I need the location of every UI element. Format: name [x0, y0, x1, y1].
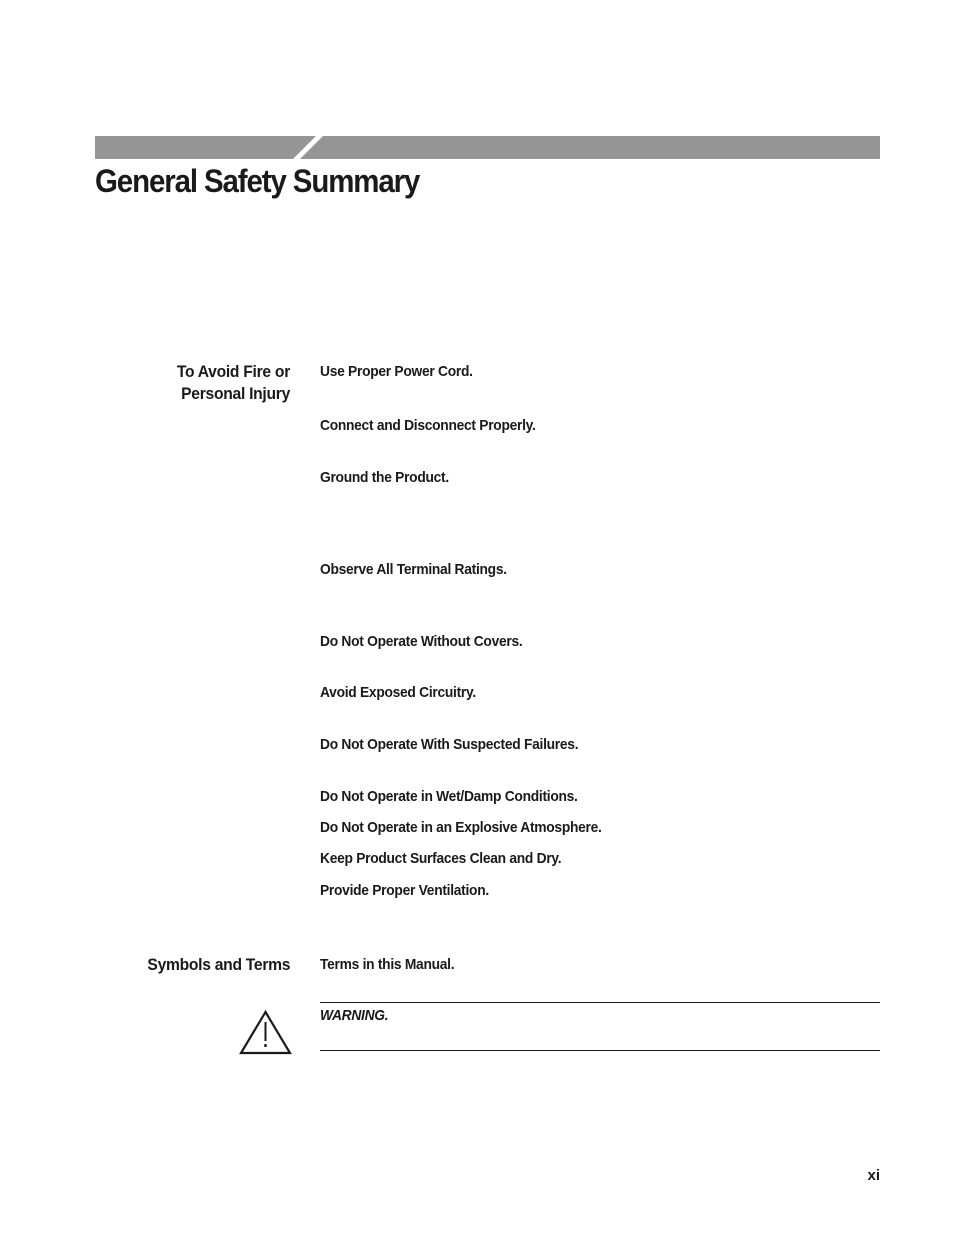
warning-bottom-rule: [320, 1050, 880, 1051]
safety-item-ventilation: Provide Proper Ventilation.: [320, 882, 489, 899]
safety-item-explosive-atmosphere: Do Not Operate in an Explosive Atmosphere.: [320, 819, 602, 836]
warning-top-rule: [320, 1002, 880, 1003]
safety-item-terminal-ratings: Observe All Terminal Ratings.: [320, 561, 507, 578]
section-heading-line: To Avoid Fire or: [176, 362, 290, 381]
page-title: General Safety Summary: [95, 163, 420, 199]
safety-item-power-cord: Use Proper Power Cord.: [320, 363, 473, 380]
page-number: xi: [867, 1167, 880, 1184]
safety-item-clean-dry: Keep Product Surfaces Clean and Dry.: [320, 850, 562, 867]
section-heading-fire-injury: [177, 361, 290, 405]
header-bar: [95, 136, 880, 159]
warning-label: WARNING.: [320, 1007, 389, 1024]
safety-item-exposed-circuitry: Avoid Exposed Circuitry.: [320, 684, 476, 701]
safety-item-suspected-failures: Do Not Operate With Suspected Failures.: [320, 736, 579, 753]
safety-item-connect-disconnect: Connect and Disconnect Properly.: [320, 417, 536, 434]
safety-item-covers: Do Not Operate Without Covers.: [320, 633, 523, 650]
section-heading-line: Personal Injury: [181, 384, 290, 403]
warning-triangle-icon: [239, 1010, 292, 1055]
safety-item-ground: Ground the Product.: [320, 469, 449, 486]
section-heading-line: Symbols and Terms: [147, 955, 290, 974]
section-heading-symbols-terms: [147, 954, 290, 976]
terms-item-manual: Terms in this Manual.: [320, 956, 455, 973]
safety-item-wet-damp: Do Not Operate in Wet/Damp Conditions.: [320, 788, 578, 805]
